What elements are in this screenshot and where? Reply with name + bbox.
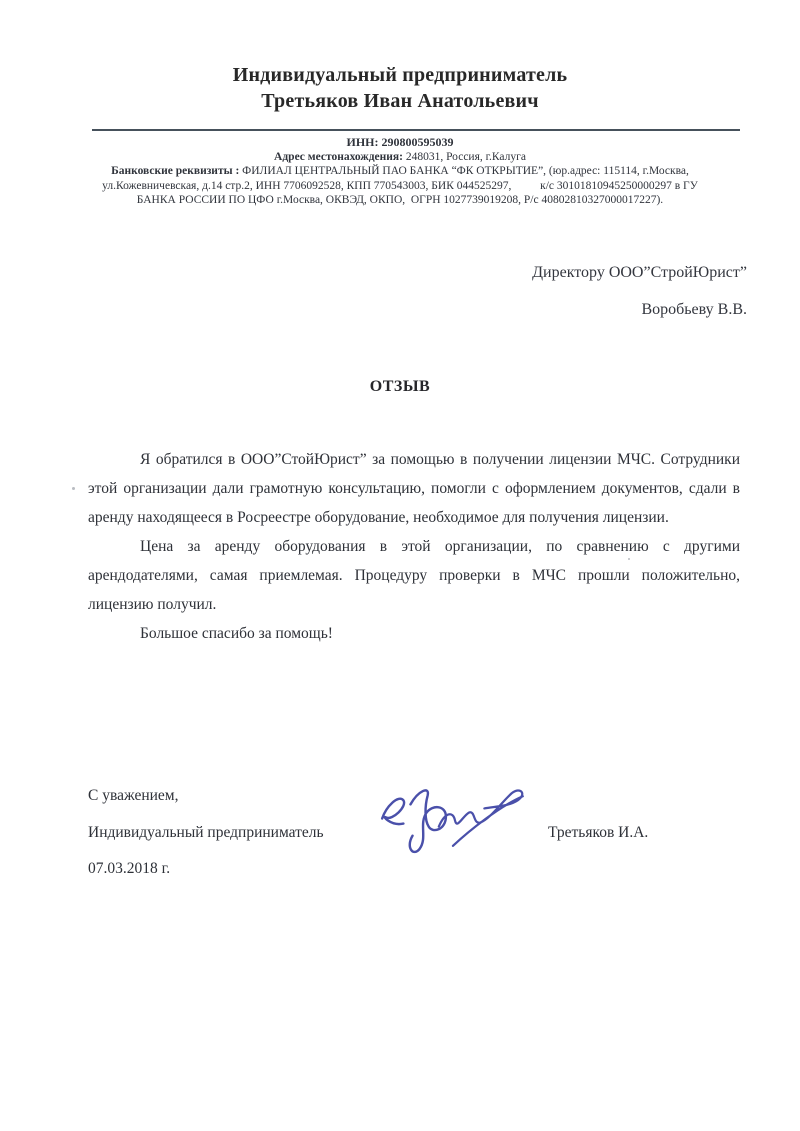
address-label: Адрес местонахождения:	[274, 150, 403, 163]
scan-speckle	[72, 487, 75, 490]
addressee-line1: Директору ООО”СтройЮрист”	[532, 263, 747, 281]
addressee-block	[0, 254, 800, 328]
signer-role: Индивидуальный предприниматель	[88, 823, 324, 841]
body-paragraph-3: Большое спасибо за помощь!	[140, 624, 333, 642]
handwritten-signature	[368, 766, 540, 866]
inn-line: ИНН: 290800595039	[346, 135, 454, 149]
addressee-line2: Воробьеву В.В.	[641, 300, 747, 318]
letter-body	[88, 445, 740, 648]
closing-line: С уважением,	[88, 787, 179, 804]
body-paragraph-1: Я обратился в ООО”СтойЮрист” за помощью в получении лицензии МЧС. Сотрудники этой организации дали грамотную консультацию, помогли с оформлением документов, сдали в аренду находящееся в Росреестре оборудование, необходимое для получения лицензии.	[88, 450, 740, 526]
document-title: ОТЗЫВ	[369, 377, 431, 395]
bank-line-2: ул.Кожевничевская, д.14 стр.2, ИНН 7706092528, КПП 770543003, БИК 044525297, к/с 30101810945250000297 в ГУ	[102, 179, 698, 192]
address-line	[0, 150, 800, 165]
signature-block	[88, 778, 740, 888]
scan-speckle	[628, 558, 630, 560]
bank-line-1	[0, 164, 800, 179]
requisites-block	[0, 135, 800, 208]
bank-line-3: БАНКА РОССИИ ПО ЦФО г.Москва, ОКВЭД, ОКПО, ОГРН 1027739019208, Р/с 40802810327000017227).	[136, 194, 664, 206]
signature-stroke-3	[439, 790, 523, 845]
body-paragraph-2: Цена за аренду оборудования в этой организации, по сравнению с другими арендодателями, самая приемлемая. Процедуру проверки в МЧС прошли положительно, лицензию получил.	[88, 537, 740, 613]
bank-line-1-rest: ФИЛИАЛ ЦЕНТРАЛЬНЫЙ ПАО БАНКА “ФК ОТКРЫТИЕ”, (юр.адрес: 115114, г.Москва,	[239, 165, 689, 177]
letterhead	[0, 0, 800, 114]
entrepreneur-name-line2: Третьяков Иван Анатольевич	[261, 90, 539, 112]
date-line: 07.03.2018 г.	[88, 860, 171, 877]
signature-stroke-1	[382, 799, 404, 824]
address-value: 248031, Россия, г.Калуга	[402, 150, 526, 163]
signer-name: Третьяков И.А.	[548, 823, 649, 841]
entrepreneur-name-line1: Индивидуальный предприниматель	[232, 64, 568, 86]
header-rule	[92, 129, 740, 131]
bank-label: Банковские реквизиты :	[111, 165, 240, 177]
